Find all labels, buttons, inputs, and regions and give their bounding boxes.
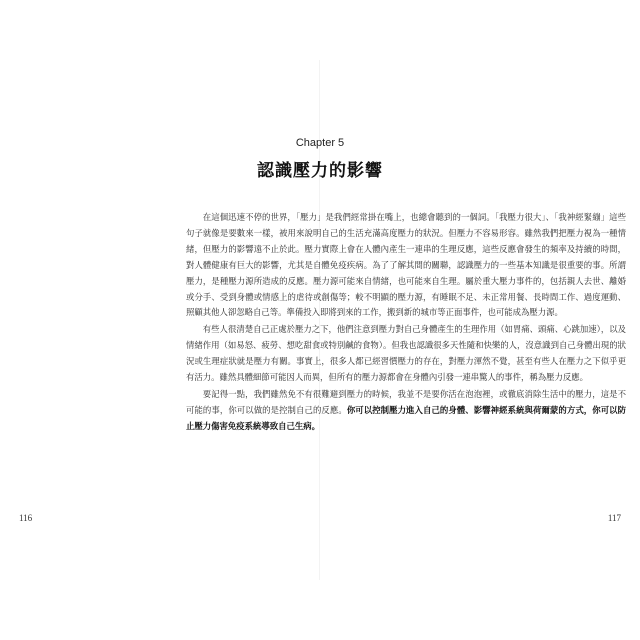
body-paragraph-3 <box>186 387 626 435</box>
page-number-right: 117 <box>607 513 621 523</box>
chapter-number: Chapter 5 <box>295 137 345 149</box>
body-paragraph-3-plain: 要記得一點，我們雖然免不有很難避到壓力的時候，我並不是要你活在泡泡裡，或徹底消除生活中的壓力，這是不可能的事，你可以做的是控制自己的反應。 <box>186 388 626 415</box>
chapter-title: 認識壓力的影響 <box>257 161 383 181</box>
chapter-body <box>186 210 626 435</box>
page-number-left: 116 <box>19 513 33 523</box>
body-paragraph-2: 有些人很清楚自己正處於壓力之下，他們注意到壓力對自己身體產生的生理作用（如胃痛、頭痛、心跳加速），以及情緒作用（如易怒、疲勞、想吃甜食或特別鹹的食物）。但我也認識很多天性隨和快樂的人，沒意識到自己身體出現的狀況或生理症狀就是壓力有關。事實上，很多人都已經習慣壓力的存在，對壓力渾然不覺，甚至有些人在壓力之下似乎更有活力。雖然具體細節可能因人而異，但所有的壓力源都會在身體內引發一連串驚人的事件，稱為壓力反應。 <box>186 324 626 383</box>
body-paragraph-1: 在這個迅速不停的世界，「壓力」是我們經常掛在嘴上，也總會聽到的一個詞。「我壓力很大」、「我神經緊繃」這些句子就像是要數來一樣，被用來說明自己的生活充滿高度壓力的狀況。但壓力不容易形容。雖然我們把壓力視為一種情緒，但壓力的影響遠不止於此。壓力實際上會在人體內產生一連串的生理反應，這些反應會發生的頻率及持續的時間，對人體健康有巨大的影響，尤其是自體免疫疾病。為了了解其間的關聯，認識壓力的一些基本知識是很重要的事。所謂壓力，是種壓力源所造成的反應。壓力源可能來自情緒，也可能來自生理。屬於重大壓力事件的，包括親人去世、離婚或分手、受到身體或情感上的虐待或創傷等；較不明顯的壓力源，有睡眠不足、未正常用餐、長時間工作、過度運動、照顧其他人卻忽略自己等。準備投入即將到來的工作，搬到新的城市等正面事件，也可能成為壓力源。 <box>186 212 626 318</box>
body-paragraph-3-emphasis: 你可以控制壓力進入自己的身體、影響神經系統與荷爾蒙的方式，你可以防止壓力傷害免疫系統導致自己生病。 <box>186 404 627 431</box>
